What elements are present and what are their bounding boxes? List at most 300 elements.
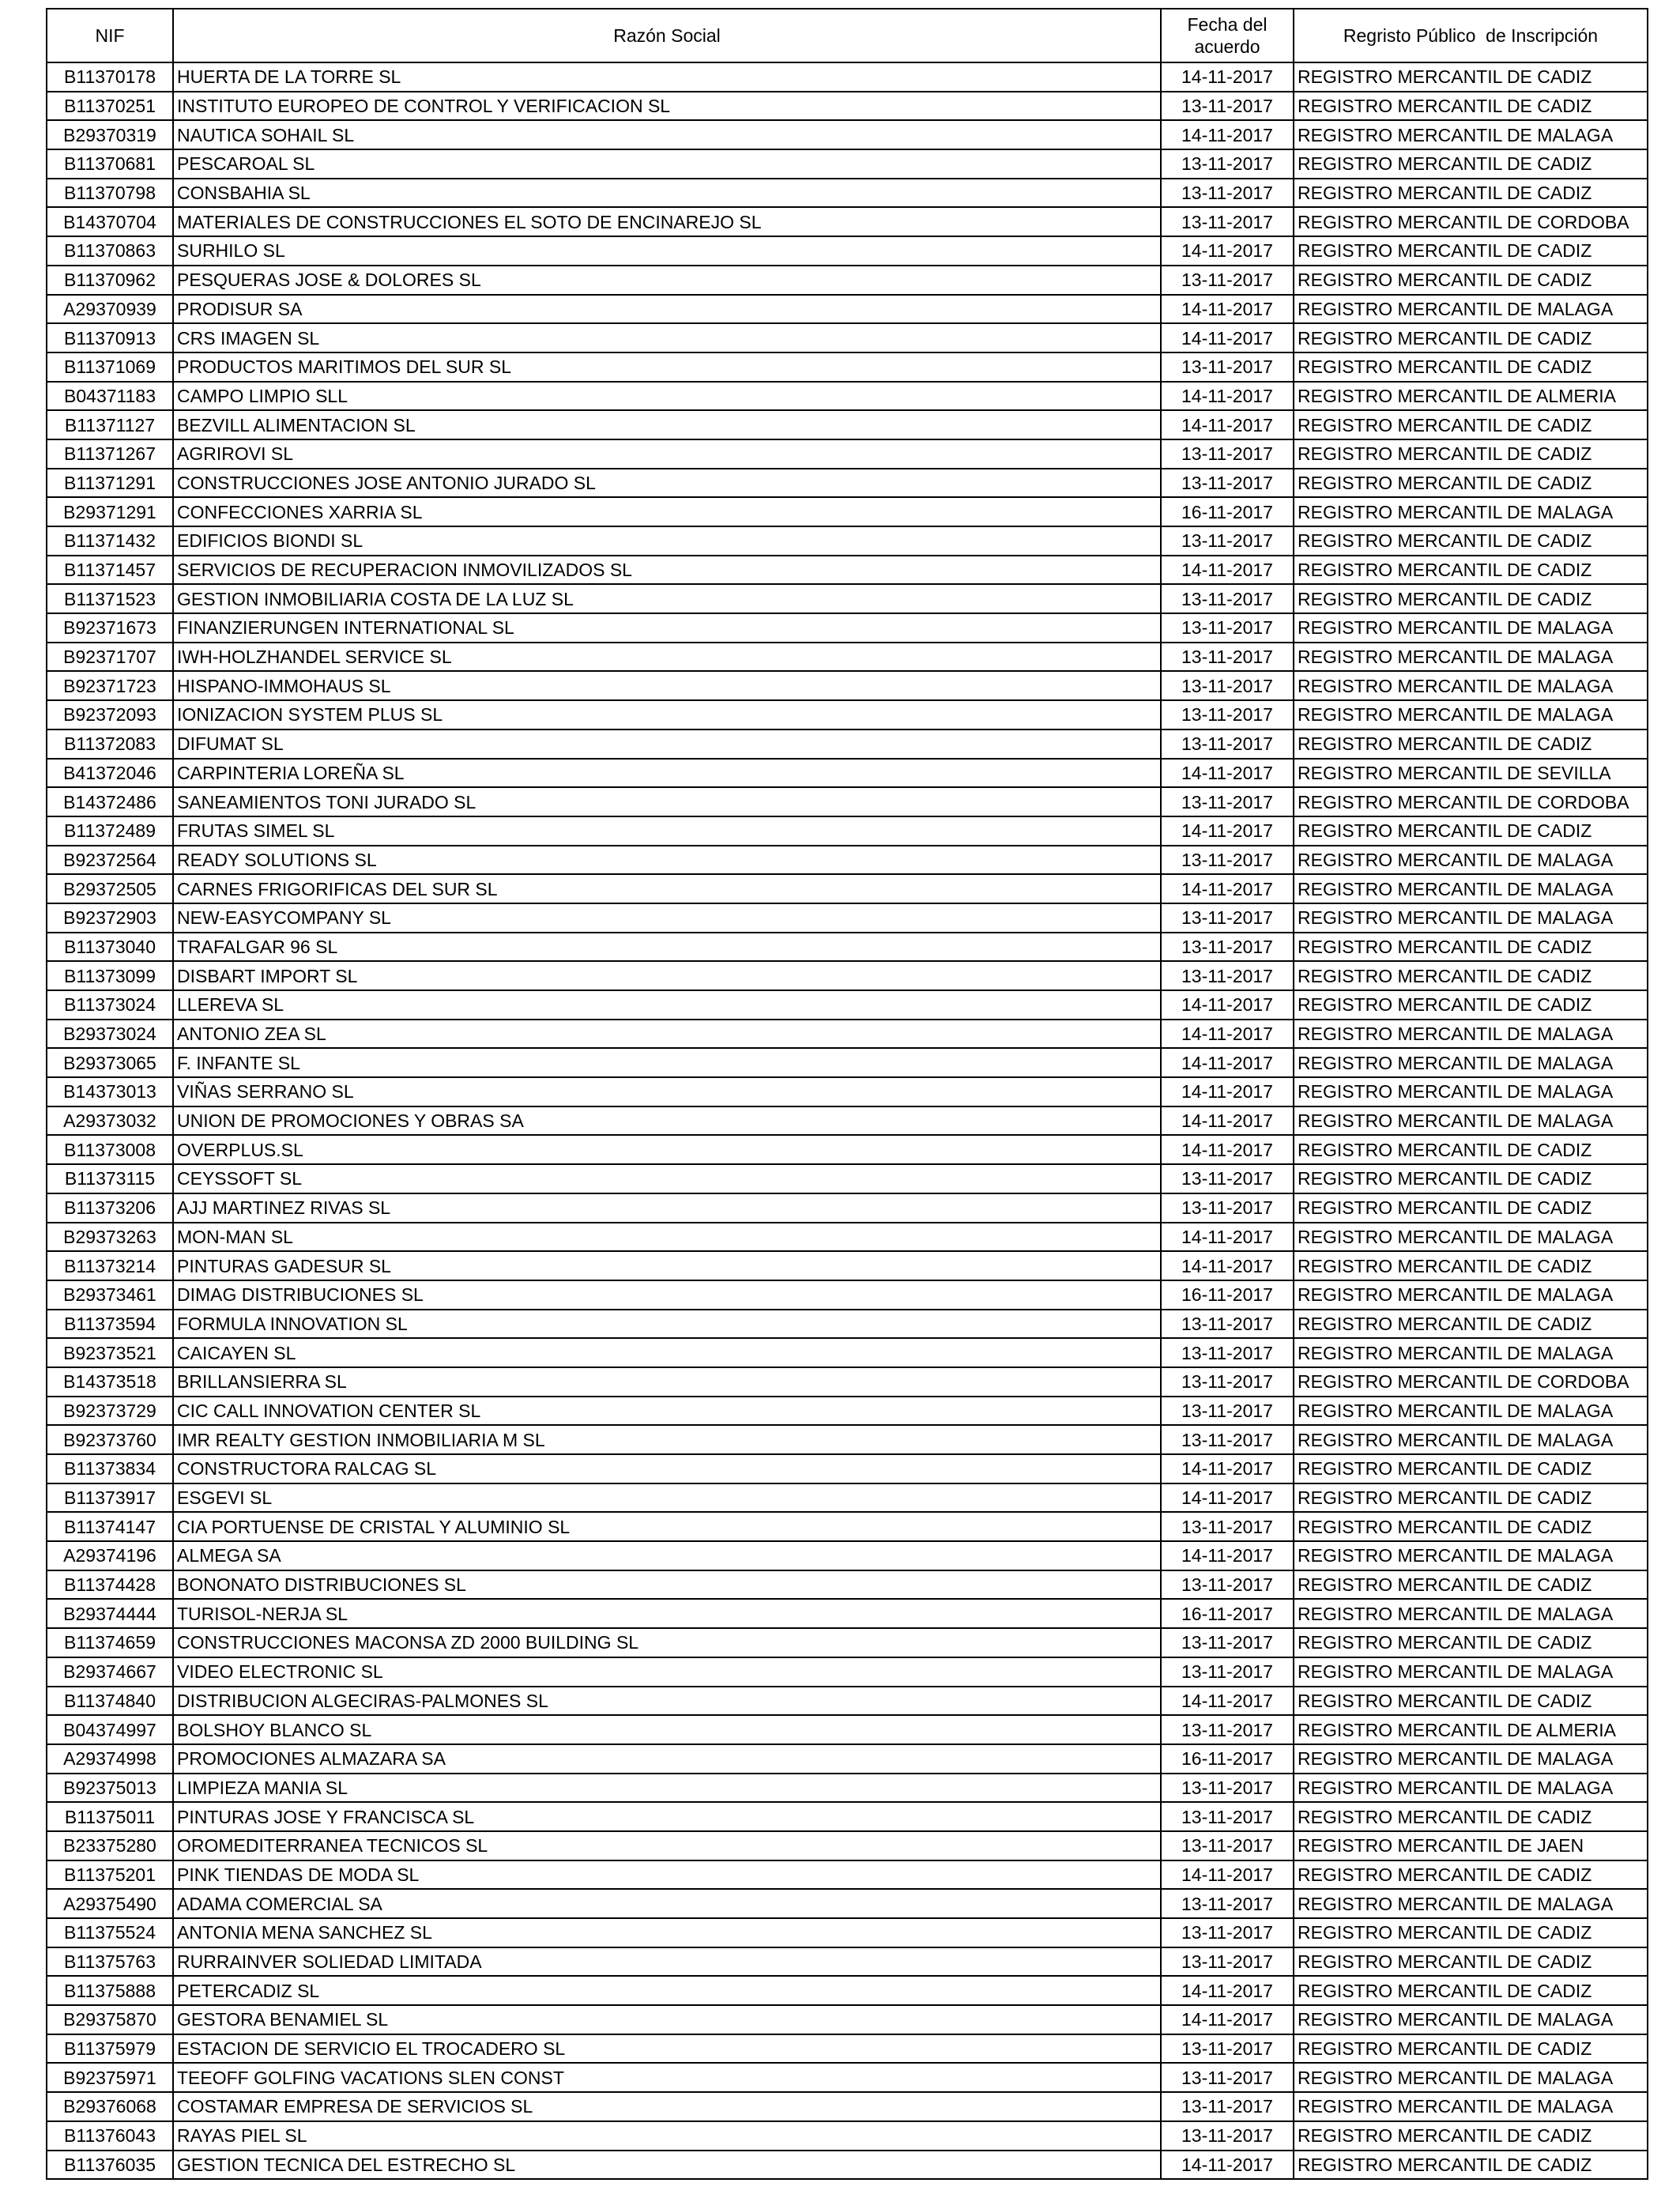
cell-razon-social: SANEAMIENTOS TONI JURADO SL bbox=[173, 787, 1161, 816]
cell-registro: REGISTRO MERCANTIL DE CADIZ bbox=[1294, 1483, 1648, 1513]
table-row bbox=[47, 990, 1648, 1020]
cell-nif: B11373099 bbox=[47, 961, 173, 990]
cell-fecha: 14-11-2017 bbox=[1161, 759, 1294, 788]
cell-fecha: 14-11-2017 bbox=[1161, 1223, 1294, 1252]
cell-registro: REGISTRO MERCANTIL DE MALAGA bbox=[1294, 846, 1648, 875]
cell-razon-social: CIA PORTUENSE DE CRISTAL Y ALUMINIO SL bbox=[173, 1512, 1161, 1541]
cell-razon-social: CAICAYEN SL bbox=[173, 1338, 1161, 1367]
cell-nif: B11374840 bbox=[47, 1687, 173, 1716]
table-row bbox=[47, 1135, 1648, 1164]
table-row bbox=[47, 2005, 1648, 2034]
cell-nif: B11374659 bbox=[47, 1628, 173, 1657]
cell-razon-social: CONFECCIONES XARRIA SL bbox=[173, 497, 1161, 526]
cell-razon-social: ADAMA COMERCIAL SA bbox=[173, 1889, 1161, 1918]
cell-nif: B11371267 bbox=[47, 439, 173, 469]
cell-fecha: 13-11-2017 bbox=[1161, 729, 1294, 759]
cell-fecha: 13-11-2017 bbox=[1161, 1164, 1294, 1193]
table-row bbox=[47, 1425, 1648, 1454]
cell-razon-social: CONSTRUCTORA RALCAG SL bbox=[173, 1454, 1161, 1483]
cell-registro: REGISTRO MERCANTIL DE CADIZ bbox=[1294, 1860, 1648, 1890]
cell-nif: B11373214 bbox=[47, 1251, 173, 1280]
cell-fecha: 13-11-2017 bbox=[1161, 2063, 1294, 2092]
cell-fecha: 13-11-2017 bbox=[1161, 149, 1294, 179]
cell-nif: B29373065 bbox=[47, 1048, 173, 1077]
cell-razon-social: INSTITUTO EUROPEO DE CONTROL Y VERIFICACION SL bbox=[173, 92, 1161, 121]
cell-nif: B14373013 bbox=[47, 1077, 173, 1106]
cell-fecha: 13-11-2017 bbox=[1161, 439, 1294, 469]
cell-nif: B11376035 bbox=[47, 2151, 173, 2180]
cell-fecha: 14-11-2017 bbox=[1161, 295, 1294, 324]
cell-razon-social: VIDEO ELECTRONIC SL bbox=[173, 1657, 1161, 1687]
cell-razon-social: CRS IMAGEN SL bbox=[173, 323, 1161, 352]
cell-registro: REGISTRO MERCANTIL DE MALAGA bbox=[1294, 643, 1648, 672]
cell-fecha: 13-11-2017 bbox=[1161, 961, 1294, 990]
table-row bbox=[47, 2092, 1648, 2121]
cell-registro: REGISTRO MERCANTIL DE MALAGA bbox=[1294, 1048, 1648, 1077]
table-row bbox=[47, 787, 1648, 816]
cell-registro: REGISTRO MERCANTIL DE MALAGA bbox=[1294, 1599, 1648, 1628]
cell-registro: REGISTRO MERCANTIL DE CADIZ bbox=[1294, 1947, 1648, 1977]
table-row bbox=[47, 1774, 1648, 1803]
table-row bbox=[47, 613, 1648, 643]
table-row bbox=[47, 1657, 1648, 1687]
cell-razon-social: FINANZIERUNGEN INTERNATIONAL SL bbox=[173, 613, 1161, 643]
cell-fecha: 13-11-2017 bbox=[1161, 903, 1294, 933]
cell-registro: REGISTRO MERCANTIL DE CADIZ bbox=[1294, 1193, 1648, 1223]
cell-razon-social: UNION DE PROMOCIONES Y OBRAS SA bbox=[173, 1106, 1161, 1136]
cell-razon-social: GESTORA BENAMIEL SL bbox=[173, 2005, 1161, 2034]
cell-nif: B11375763 bbox=[47, 1947, 173, 1977]
cell-registro: REGISTRO MERCANTIL DE MALAGA bbox=[1294, 874, 1648, 903]
cell-nif: A29374998 bbox=[47, 1744, 173, 1774]
cell-fecha: 14-11-2017 bbox=[1161, 816, 1294, 846]
table-row bbox=[47, 1687, 1648, 1716]
table-row bbox=[47, 120, 1648, 149]
table-row bbox=[47, 497, 1648, 526]
cell-fecha: 14-11-2017 bbox=[1161, 1077, 1294, 1106]
cell-fecha: 13-11-2017 bbox=[1161, 584, 1294, 613]
cell-fecha: 14-11-2017 bbox=[1161, 990, 1294, 1020]
table-row bbox=[47, 643, 1648, 672]
cell-nif: B11374147 bbox=[47, 1512, 173, 1541]
cell-razon-social: PROMOCIONES ALMAZARA SA bbox=[173, 1744, 1161, 1774]
cell-razon-social: OROMEDITERRANEA TECNICOS SL bbox=[173, 1831, 1161, 1860]
cell-registro: REGISTRO MERCANTIL DE MALAGA bbox=[1294, 1397, 1648, 1426]
cell-nif: B29374444 bbox=[47, 1599, 173, 1628]
cell-razon-social: SURHILO SL bbox=[173, 236, 1161, 266]
cell-registro: REGISTRO MERCANTIL DE CADIZ bbox=[1294, 2121, 1648, 2151]
cell-registro: REGISTRO MERCANTIL DE CADIZ bbox=[1294, 990, 1648, 1020]
cell-nif: B11371069 bbox=[47, 352, 173, 382]
cell-fecha: 14-11-2017 bbox=[1161, 1541, 1294, 1570]
table-row bbox=[47, 671, 1648, 700]
cell-fecha: 13-11-2017 bbox=[1161, 526, 1294, 556]
cell-nif: B11370178 bbox=[47, 62, 173, 92]
cell-nif: B11375524 bbox=[47, 1918, 173, 1947]
cell-fecha: 14-11-2017 bbox=[1161, 120, 1294, 149]
cell-razon-social: GESTION TECNICA DEL ESTRECHO SL bbox=[173, 2151, 1161, 2180]
cell-registro: REGISTRO MERCANTIL DE MALAGA bbox=[1294, 1106, 1648, 1136]
cell-nif: A29370939 bbox=[47, 295, 173, 324]
table-row bbox=[47, 1744, 1648, 1774]
cell-fecha: 13-11-2017 bbox=[1161, 1657, 1294, 1687]
cell-nif: A29373032 bbox=[47, 1106, 173, 1136]
cell-nif: B11372489 bbox=[47, 816, 173, 846]
table-row bbox=[47, 149, 1648, 179]
cell-registro: REGISTRO MERCANTIL DE CADIZ bbox=[1294, 62, 1648, 92]
cell-razon-social: DISTRIBUCION ALGECIRAS-PALMONES SL bbox=[173, 1687, 1161, 1716]
cell-razon-social: COSTAMAR EMPRESA DE SERVICIOS SL bbox=[173, 2092, 1161, 2121]
cell-registro: REGISTRO MERCANTIL DE CADIZ bbox=[1294, 526, 1648, 556]
cell-razon-social: OVERPLUS.SL bbox=[173, 1135, 1161, 1164]
cell-registro: REGISTRO MERCANTIL DE CADIZ bbox=[1294, 2151, 1648, 2180]
cell-nif: B11370798 bbox=[47, 179, 173, 208]
cell-registro: REGISTRO MERCANTIL DE CADIZ bbox=[1294, 1251, 1648, 1280]
cell-razon-social: BEZVILL ALIMENTACION SL bbox=[173, 410, 1161, 439]
cell-razon-social: PINTURAS GADESUR SL bbox=[173, 1251, 1161, 1280]
header-razon-social: Razón Social bbox=[173, 9, 1161, 62]
cell-razon-social: FORMULA INNOVATION SL bbox=[173, 1310, 1161, 1339]
cell-nif: B11376043 bbox=[47, 2121, 173, 2151]
cell-nif: B92375971 bbox=[47, 2063, 173, 2092]
cell-registro: REGISTRO MERCANTIL DE CADIZ bbox=[1294, 1628, 1648, 1657]
cell-razon-social: BRILLANSIERRA SL bbox=[173, 1367, 1161, 1397]
cell-nif: B11373206 bbox=[47, 1193, 173, 1223]
cell-registro: REGISTRO MERCANTIL DE CADIZ bbox=[1294, 179, 1648, 208]
cell-fecha: 13-11-2017 bbox=[1161, 179, 1294, 208]
cell-nif: B92372903 bbox=[47, 903, 173, 933]
cell-razon-social: ANTONIO ZEA SL bbox=[173, 1020, 1161, 1049]
cell-registro: REGISTRO MERCANTIL DE MALAGA bbox=[1294, 120, 1648, 149]
table-row bbox=[47, 382, 1648, 411]
cell-fecha: 14-11-2017 bbox=[1161, 382, 1294, 411]
cell-fecha: 14-11-2017 bbox=[1161, 556, 1294, 585]
cell-nif: B92371673 bbox=[47, 613, 173, 643]
cell-registro: REGISTRO MERCANTIL DE MALAGA bbox=[1294, 613, 1648, 643]
cell-registro: REGISTRO MERCANTIL DE MALAGA bbox=[1294, 671, 1648, 700]
table-row bbox=[47, 1397, 1648, 1426]
cell-fecha: 13-11-2017 bbox=[1161, 846, 1294, 875]
cell-razon-social: ANTONIA MENA SANCHEZ SL bbox=[173, 1918, 1161, 1947]
table-row bbox=[47, 179, 1648, 208]
cell-nif: B29372505 bbox=[47, 874, 173, 903]
cell-razon-social: PESQUERAS JOSE & DOLORES SL bbox=[173, 266, 1161, 295]
table-row bbox=[47, 700, 1648, 729]
table-row bbox=[47, 933, 1648, 962]
cell-razon-social: IWH-HOLZHANDEL SERVICE SL bbox=[173, 643, 1161, 672]
table-row bbox=[47, 526, 1648, 556]
cell-razon-social: PINTURAS JOSE Y FRANCISCA SL bbox=[173, 1802, 1161, 1831]
header-nif: NIF bbox=[47, 9, 173, 62]
cell-razon-social: TRAFALGAR 96 SL bbox=[173, 933, 1161, 962]
table-row bbox=[47, 92, 1648, 121]
cell-nif: B29374667 bbox=[47, 1657, 173, 1687]
cell-fecha: 14-11-2017 bbox=[1161, 410, 1294, 439]
cell-razon-social: IMR REALTY GESTION INMOBILIARIA M SL bbox=[173, 1425, 1161, 1454]
table-row bbox=[47, 62, 1648, 92]
table-row bbox=[47, 1280, 1648, 1310]
cell-razon-social: IONIZACION SYSTEM PLUS SL bbox=[173, 700, 1161, 729]
cell-fecha: 14-11-2017 bbox=[1161, 1976, 1294, 2005]
cell-fecha: 14-11-2017 bbox=[1161, 1048, 1294, 1077]
cell-nif: B11375011 bbox=[47, 1802, 173, 1831]
cell-razon-social: HISPANO-IMMOHAUS SL bbox=[173, 671, 1161, 700]
cell-fecha: 13-11-2017 bbox=[1161, 2092, 1294, 2121]
table-row bbox=[47, 1310, 1648, 1339]
cell-fecha: 13-11-2017 bbox=[1161, 1310, 1294, 1339]
cell-razon-social: TURISOL-NERJA SL bbox=[173, 1599, 1161, 1628]
cell-nif: B11370962 bbox=[47, 266, 173, 295]
cell-fecha: 13-11-2017 bbox=[1161, 92, 1294, 121]
table-row bbox=[47, 236, 1648, 266]
table-row bbox=[47, 1512, 1648, 1541]
cell-nif: B29373263 bbox=[47, 1223, 173, 1252]
cell-fecha: 13-11-2017 bbox=[1161, 1889, 1294, 1918]
table-row bbox=[47, 2034, 1648, 2064]
table-row bbox=[47, 1223, 1648, 1252]
cell-nif: B04371183 bbox=[47, 382, 173, 411]
cell-nif: B92371707 bbox=[47, 643, 173, 672]
table-row bbox=[47, 1164, 1648, 1193]
cell-registro: REGISTRO MERCANTIL DE CORDOBA bbox=[1294, 1367, 1648, 1397]
table-row bbox=[47, 207, 1648, 236]
cell-registro: REGISTRO MERCANTIL DE CADIZ bbox=[1294, 236, 1648, 266]
cell-registro: REGISTRO MERCANTIL DE CADIZ bbox=[1294, 1135, 1648, 1164]
cell-registro: REGISTRO MERCANTIL DE CORDOBA bbox=[1294, 787, 1648, 816]
cell-fecha: 13-11-2017 bbox=[1161, 2121, 1294, 2151]
table-row bbox=[47, 1541, 1648, 1570]
cell-nif: B04374997 bbox=[47, 1715, 173, 1744]
cell-registro: REGISTRO MERCANTIL DE CADIZ bbox=[1294, 323, 1648, 352]
cell-fecha: 14-11-2017 bbox=[1161, 1483, 1294, 1513]
table-row bbox=[47, 1106, 1648, 1136]
cell-razon-social: DIFUMAT SL bbox=[173, 729, 1161, 759]
cell-razon-social: PRODISUR SA bbox=[173, 295, 1161, 324]
cell-nif: B11373834 bbox=[47, 1454, 173, 1483]
header-fecha: Fecha del acuerdo bbox=[1161, 9, 1294, 62]
cell-razon-social: PETERCADIZ SL bbox=[173, 1976, 1161, 2005]
cell-fecha: 13-11-2017 bbox=[1161, 1774, 1294, 1803]
table-row bbox=[47, 323, 1648, 352]
cell-fecha: 13-11-2017 bbox=[1161, 1715, 1294, 1744]
cell-registro: REGISTRO MERCANTIL DE MALAGA bbox=[1294, 1744, 1648, 1774]
cell-razon-social: AJJ MARTINEZ RIVAS SL bbox=[173, 1193, 1161, 1223]
cell-nif: B11371523 bbox=[47, 584, 173, 613]
cell-nif: B11373594 bbox=[47, 1310, 173, 1339]
table-row bbox=[47, 1947, 1648, 1977]
cell-registro: REGISTRO MERCANTIL DE CADIZ bbox=[1294, 1918, 1648, 1947]
cell-registro: REGISTRO MERCANTIL DE CADIZ bbox=[1294, 729, 1648, 759]
table-row bbox=[47, 1020, 1648, 1049]
cell-razon-social: CONSBAHIA SL bbox=[173, 179, 1161, 208]
table-row bbox=[47, 2121, 1648, 2151]
cell-razon-social: PINK TIENDAS DE MODA SL bbox=[173, 1860, 1161, 1890]
cell-registro: REGISTRO MERCANTIL DE MALAGA bbox=[1294, 2092, 1648, 2121]
cell-nif: A29374196 bbox=[47, 1541, 173, 1570]
table-row bbox=[47, 439, 1648, 469]
table-row bbox=[47, 469, 1648, 498]
header-registro: Regristo Público de Inscripción bbox=[1294, 9, 1648, 62]
cell-registro: REGISTRO MERCANTIL DE CADIZ bbox=[1294, 1310, 1648, 1339]
table-row bbox=[47, 1570, 1648, 1600]
cell-nif: B11373917 bbox=[47, 1483, 173, 1513]
table-row bbox=[47, 759, 1648, 788]
cell-nif: B29376068 bbox=[47, 2092, 173, 2121]
cell-razon-social: ALMEGA SA bbox=[173, 1541, 1161, 1570]
cell-razon-social: CIC CALL INNOVATION CENTER SL bbox=[173, 1397, 1161, 1426]
cell-razon-social: LLEREVA SL bbox=[173, 990, 1161, 1020]
cell-fecha: 16-11-2017 bbox=[1161, 1599, 1294, 1628]
cell-razon-social: F. INFANTE SL bbox=[173, 1048, 1161, 1077]
cell-nif: B11371127 bbox=[47, 410, 173, 439]
cell-registro: REGISTRO MERCANTIL DE CADIZ bbox=[1294, 1976, 1648, 2005]
table-row bbox=[47, 556, 1648, 585]
cell-nif: B11370863 bbox=[47, 236, 173, 266]
cell-fecha: 14-11-2017 bbox=[1161, 1251, 1294, 1280]
cell-fecha: 14-11-2017 bbox=[1161, 1860, 1294, 1890]
table-row bbox=[47, 1077, 1648, 1106]
cell-registro: REGISTRO MERCANTIL DE ALMERIA bbox=[1294, 382, 1648, 411]
table-row bbox=[47, 1918, 1648, 1947]
cell-razon-social: BOLSHOY BLANCO SL bbox=[173, 1715, 1161, 1744]
cell-fecha: 13-11-2017 bbox=[1161, 1397, 1294, 1426]
cell-registro: REGISTRO MERCANTIL DE MALAGA bbox=[1294, 2063, 1648, 2092]
cell-fecha: 13-11-2017 bbox=[1161, 1338, 1294, 1367]
header-row bbox=[47, 9, 1648, 62]
cell-razon-social: CARNES FRIGORIFICAS DEL SUR SL bbox=[173, 874, 1161, 903]
table-row bbox=[47, 1483, 1648, 1513]
table-row bbox=[47, 295, 1648, 324]
cell-razon-social: MON-MAN SL bbox=[173, 1223, 1161, 1252]
cell-fecha: 13-11-2017 bbox=[1161, 1367, 1294, 1397]
table-row bbox=[47, 1831, 1648, 1860]
table-row bbox=[47, 1860, 1648, 1890]
cell-fecha: 13-11-2017 bbox=[1161, 469, 1294, 498]
cell-nif: B11370251 bbox=[47, 92, 173, 121]
cell-fecha: 16-11-2017 bbox=[1161, 1280, 1294, 1310]
cell-razon-social: CONSTRUCCIONES JOSE ANTONIO JURADO SL bbox=[173, 469, 1161, 498]
cell-fecha: 14-11-2017 bbox=[1161, 1020, 1294, 1049]
cell-registro: REGISTRO MERCANTIL DE CADIZ bbox=[1294, 352, 1648, 382]
cell-razon-social: BONONATO DISTRIBUCIONES SL bbox=[173, 1570, 1161, 1600]
cell-nif: B92372564 bbox=[47, 846, 173, 875]
cell-nif: B29373024 bbox=[47, 1020, 173, 1049]
cell-fecha: 13-11-2017 bbox=[1161, 1628, 1294, 1657]
cell-registro: REGISTRO MERCANTIL DE CADIZ bbox=[1294, 816, 1648, 846]
cell-razon-social: AGRIROVI SL bbox=[173, 439, 1161, 469]
cell-razon-social: HUERTA DE LA TORRE SL bbox=[173, 62, 1161, 92]
cell-nif: B29371291 bbox=[47, 497, 173, 526]
cell-registro: REGISTRO MERCANTIL DE CADIZ bbox=[1294, 584, 1648, 613]
table-row bbox=[47, 266, 1648, 295]
cell-registro: REGISTRO MERCANTIL DE MALAGA bbox=[1294, 497, 1648, 526]
cell-razon-social: CARPINTERIA LOREÑA SL bbox=[173, 759, 1161, 788]
cell-razon-social: READY SOLUTIONS SL bbox=[173, 846, 1161, 875]
cell-nif: B11375888 bbox=[47, 1976, 173, 2005]
cell-nif: B11370913 bbox=[47, 323, 173, 352]
table-row bbox=[47, 729, 1648, 759]
table-row bbox=[47, 903, 1648, 933]
table-row bbox=[47, 874, 1648, 903]
table-row bbox=[47, 1193, 1648, 1223]
cell-fecha: 14-11-2017 bbox=[1161, 2005, 1294, 2034]
cell-fecha: 14-11-2017 bbox=[1161, 1106, 1294, 1136]
cell-razon-social: PESCAROAL SL bbox=[173, 149, 1161, 179]
cell-razon-social: VIÑAS SERRANO SL bbox=[173, 1077, 1161, 1106]
cell-registro: REGISTRO MERCANTIL DE CADIZ bbox=[1294, 266, 1648, 295]
cell-razon-social: NEW-EASYCOMPANY SL bbox=[173, 903, 1161, 933]
cell-nif: B92372093 bbox=[47, 700, 173, 729]
cell-fecha: 13-11-2017 bbox=[1161, 700, 1294, 729]
table-row bbox=[47, 410, 1648, 439]
cell-nif: A29375490 bbox=[47, 1889, 173, 1918]
cell-fecha: 14-11-2017 bbox=[1161, 874, 1294, 903]
cell-nif: B41372046 bbox=[47, 759, 173, 788]
cell-nif: B11371457 bbox=[47, 556, 173, 585]
cell-fecha: 13-11-2017 bbox=[1161, 1570, 1294, 1600]
cell-registro: REGISTRO MERCANTIL DE CADIZ bbox=[1294, 2034, 1648, 2064]
cell-registro: REGISTRO MERCANTIL DE MALAGA bbox=[1294, 1774, 1648, 1803]
cell-registro: REGISTRO MERCANTIL DE MALAGA bbox=[1294, 1889, 1648, 1918]
cell-fecha: 13-11-2017 bbox=[1161, 1802, 1294, 1831]
cell-registro: REGISTRO MERCANTIL DE MALAGA bbox=[1294, 1338, 1648, 1367]
cell-fecha: 13-11-2017 bbox=[1161, 787, 1294, 816]
cell-registro: REGISTRO MERCANTIL DE CADIZ bbox=[1294, 469, 1648, 498]
cell-fecha: 16-11-2017 bbox=[1161, 497, 1294, 526]
cell-fecha: 16-11-2017 bbox=[1161, 1744, 1294, 1774]
cell-nif: B11372083 bbox=[47, 729, 173, 759]
cell-nif: B23375280 bbox=[47, 1831, 173, 1860]
cell-razon-social: TEEOFF GOLFING VACATIONS SLEN CONST bbox=[173, 2063, 1161, 2092]
cell-fecha: 14-11-2017 bbox=[1161, 1135, 1294, 1164]
cell-nif: B29375870 bbox=[47, 2005, 173, 2034]
cell-registro: REGISTRO MERCANTIL DE MALAGA bbox=[1294, 295, 1648, 324]
table-row bbox=[47, 1976, 1648, 2005]
cell-registro: REGISTRO MERCANTIL DE CADIZ bbox=[1294, 1802, 1648, 1831]
table-row bbox=[47, 1889, 1648, 1918]
cell-nif: B29373461 bbox=[47, 1280, 173, 1310]
cell-razon-social: ESTACION DE SERVICIO EL TROCADERO SL bbox=[173, 2034, 1161, 2064]
cell-registro: REGISTRO MERCANTIL DE CADIZ bbox=[1294, 439, 1648, 469]
cell-razon-social: RURRAINVER SOLIEDAD LIMITADA bbox=[173, 1947, 1161, 1977]
cell-razon-social: DISBART IMPORT SL bbox=[173, 961, 1161, 990]
cell-razon-social: MATERIALES DE CONSTRUCCIONES EL SOTO DE ENCINAREJO SL bbox=[173, 207, 1161, 236]
cell-registro: REGISTRO MERCANTIL DE SEVILLA bbox=[1294, 759, 1648, 788]
cell-registro: REGISTRO MERCANTIL DE MALAGA bbox=[1294, 1223, 1648, 1252]
cell-registro: REGISTRO MERCANTIL DE CADIZ bbox=[1294, 149, 1648, 179]
cell-nif: B92371723 bbox=[47, 671, 173, 700]
table-row bbox=[47, 1628, 1648, 1657]
cell-fecha: 13-11-2017 bbox=[1161, 1918, 1294, 1947]
cell-registro: REGISTRO MERCANTIL DE MALAGA bbox=[1294, 1280, 1648, 1310]
cell-fecha: 13-11-2017 bbox=[1161, 1947, 1294, 1977]
cell-fecha: 14-11-2017 bbox=[1161, 323, 1294, 352]
cell-fecha: 13-11-2017 bbox=[1161, 1512, 1294, 1541]
cell-razon-social: ESGEVI SL bbox=[173, 1483, 1161, 1513]
cell-fecha: 13-11-2017 bbox=[1161, 671, 1294, 700]
cell-razon-social: DIMAG DISTRIBUCIONES SL bbox=[173, 1280, 1161, 1310]
cell-fecha: 14-11-2017 bbox=[1161, 1454, 1294, 1483]
registry-table bbox=[46, 8, 1648, 2180]
cell-nif: B11373008 bbox=[47, 1135, 173, 1164]
table-row bbox=[47, 816, 1648, 846]
cell-registro: REGISTRO MERCANTIL DE CADIZ bbox=[1294, 92, 1648, 121]
cell-razon-social: PRODUCTOS MARITIMOS DEL SUR SL bbox=[173, 352, 1161, 382]
cell-registro: REGISTRO MERCANTIL DE JAEN bbox=[1294, 1831, 1648, 1860]
cell-registro: REGISTRO MERCANTIL DE CADIZ bbox=[1294, 556, 1648, 585]
table-row bbox=[47, 1454, 1648, 1483]
cell-nif: B11371291 bbox=[47, 469, 173, 498]
